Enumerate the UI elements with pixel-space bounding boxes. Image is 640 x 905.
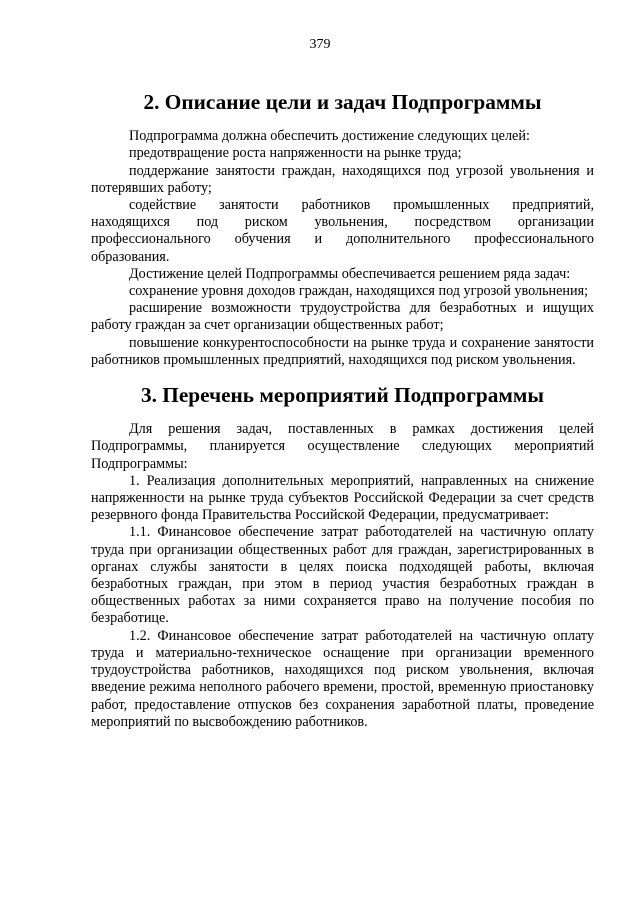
paragraph: расширение возможности трудоустройства для безработных и ищущих работу граждан за счет организации общественных работ; — [91, 300, 594, 334]
paragraph: 1. Реализация дополнительных мероприятий, направленных на снижение напряженности на рынке труда субъектов Российской Федерации за счет средств резервного фонда Правительства Российской Федерации, предусматривает: — [91, 472, 594, 524]
section-2-title: 2. Описание цели и задач Подпрограммы — [143, 90, 542, 114]
paragraph: повышение конкурентоспособности на рынке труда и сохранение занятости работников промышленных предприятий, находящихся под риском увольнения. — [91, 334, 594, 368]
section-2-body — [91, 128, 594, 369]
paragraph: 1.1. Финансовое обеспечение затрат работодателей на частичную оплату труда при организации общественных работ для граждан, зарегистрированных в органах службы занятости в целях поиска подходящей работы, включая безработных граждан, при этом в период участия безработных граждан в общественных работах за ними сохраняется право на получение пособия по безработице. — [91, 524, 594, 627]
section-3-body — [91, 421, 594, 731]
paragraph: содействие занятости работников промышленных предприятий, находящихся под риском увольнения, посредством организации профессионального обучения и дополнительного профессионального образования. — [91, 197, 594, 265]
paragraph: предотвращение роста напряженности на рынке труда; — [129, 145, 462, 162]
paragraph: Для решения задач, поставленных в рамках достижения целей Подпрограммы, планируется осуществление следующих мероприятий Подпрограммы: — [91, 421, 594, 472]
paragraph: поддержание занятости граждан, находящихся под угрозой увольнения и потерявших работу; — [91, 162, 594, 196]
section-3-title: 3. Перечень мероприятий Подпрограммы — [140, 383, 545, 408]
page-number: 379 — [309, 37, 331, 52]
paragraph: 1.2. Финансовое обеспечение затрат работодателей на частичную оплату труда и материально-техническое оснащение при организации временного трудоустройства работников, находящихся под риском увольнения, включая введение режима неполного рабочего времени, простой, временную приостановку работ, предоставление отпусков без сохранения заработной платы, проведение мероприятий по высвобождению работников. — [91, 627, 594, 730]
document-body — [91, 90, 594, 731]
paragraph: Достижение целей Подпрограммы обеспечивается решением ряда задач: — [129, 265, 571, 282]
paragraph: сохранение уровня доходов граждан, находящихся под угрозой увольнения; — [129, 283, 589, 300]
paragraph: Подпрограмма должна обеспечить достижение следующих целей: — [129, 128, 530, 145]
